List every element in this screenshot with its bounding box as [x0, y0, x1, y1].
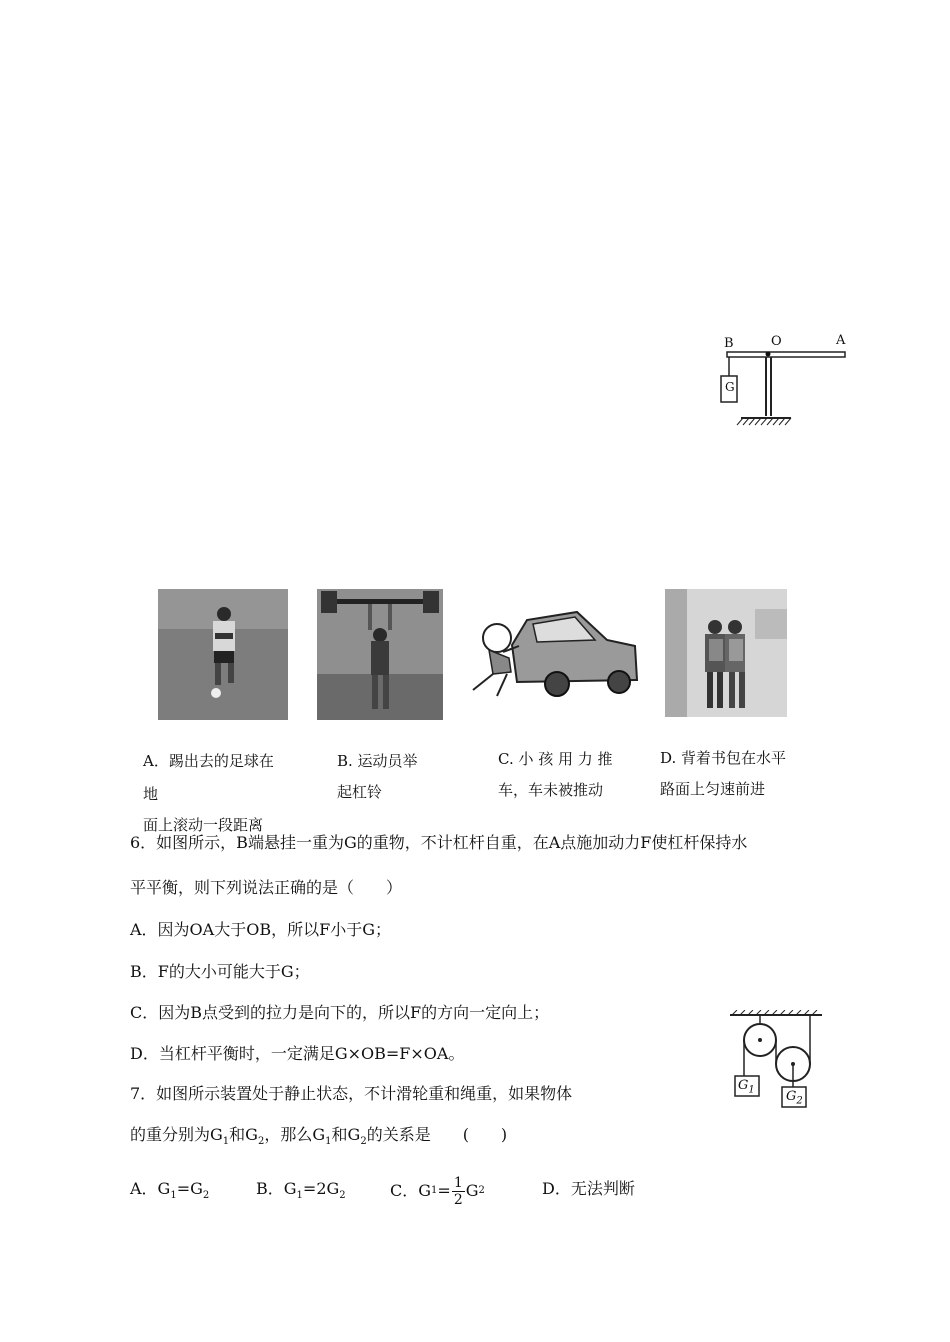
- fraction-one-half: $\frac{1}{2}$: [453, 1174, 463, 1208]
- q7-option-b: B．$G_1=2G_2$: [256, 1179, 346, 1202]
- lever-figure: [715, 328, 855, 438]
- caption-d-line1: D. 背着书包在水平: [660, 749, 787, 767]
- caption-c-line2: 车，车未被推动: [498, 781, 604, 799]
- q6-option-a: A．因为OA大于OB，所以F小于G；: [130, 920, 391, 939]
- caption-c-line1: C. 小 孩 用 力 推: [498, 750, 613, 768]
- caption-b-line2: 起杠铃: [337, 783, 383, 801]
- pulley-label-g1: $G_1$: [738, 1078, 755, 1096]
- pulley-figure: [718, 1010, 828, 1112]
- caption-b-line1: B. 运动员举: [337, 752, 418, 770]
- q7-option-a: A．$G_1=G_2$: [130, 1179, 210, 1202]
- q7-stem-line2: 的重分别为$G_1$和$G_2$，那么$G_1$和$G_2$的关系是 ( ): [130, 1125, 508, 1148]
- q6-option-d: D．当杠杆平衡时，一定满足G×OB=F×OA。: [130, 1044, 465, 1063]
- pulley-label-g2: $G_2$: [786, 1089, 803, 1107]
- lever-label-b: B: [724, 336, 734, 351]
- lever-label-g: G: [725, 380, 735, 394]
- q7-option-d: D．无法判断: [542, 1179, 635, 1198]
- q6-option-c: C．因为B点受到的拉力是向下的，所以F的方向一定向上；: [130, 1003, 550, 1022]
- fulcrum-pivot: [766, 352, 771, 357]
- lever-label-a: A: [836, 333, 846, 348]
- lever-label-o: O: [771, 334, 782, 349]
- q6-stem-line2: 平平衡，则下列说法正确的是（ ）: [130, 878, 403, 897]
- caption-a-line3: 面上滚动一段距离: [143, 816, 264, 834]
- photo-weightlifter: [317, 589, 443, 720]
- photo-students-backpacks: [665, 589, 787, 717]
- q6-stem-line1: 6．如图所示，B端悬挂一重为G的重物，不计杠杆自重，在A点施加动力F使杠杆保持水: [130, 833, 748, 852]
- q7-stem-line1: 7．如图所示装置处于静止状态，不计滑轮重和绳重，如果物体: [130, 1084, 573, 1103]
- caption-d-line2: 路面上匀速前进: [660, 780, 766, 798]
- q6-option-b: B．F的大小可能大于G；: [130, 962, 310, 981]
- caption-a-line2: 地: [143, 785, 159, 803]
- photo-boy-pushing-car: [467, 600, 642, 706]
- caption-a-line1: A．踢出去的足球在: [143, 752, 274, 770]
- lever-bar: [727, 352, 845, 357]
- photo-soccer: [158, 589, 288, 720]
- q7-option-c: C．G 1 = $\frac{1}{2}$ G 2: [390, 1174, 485, 1208]
